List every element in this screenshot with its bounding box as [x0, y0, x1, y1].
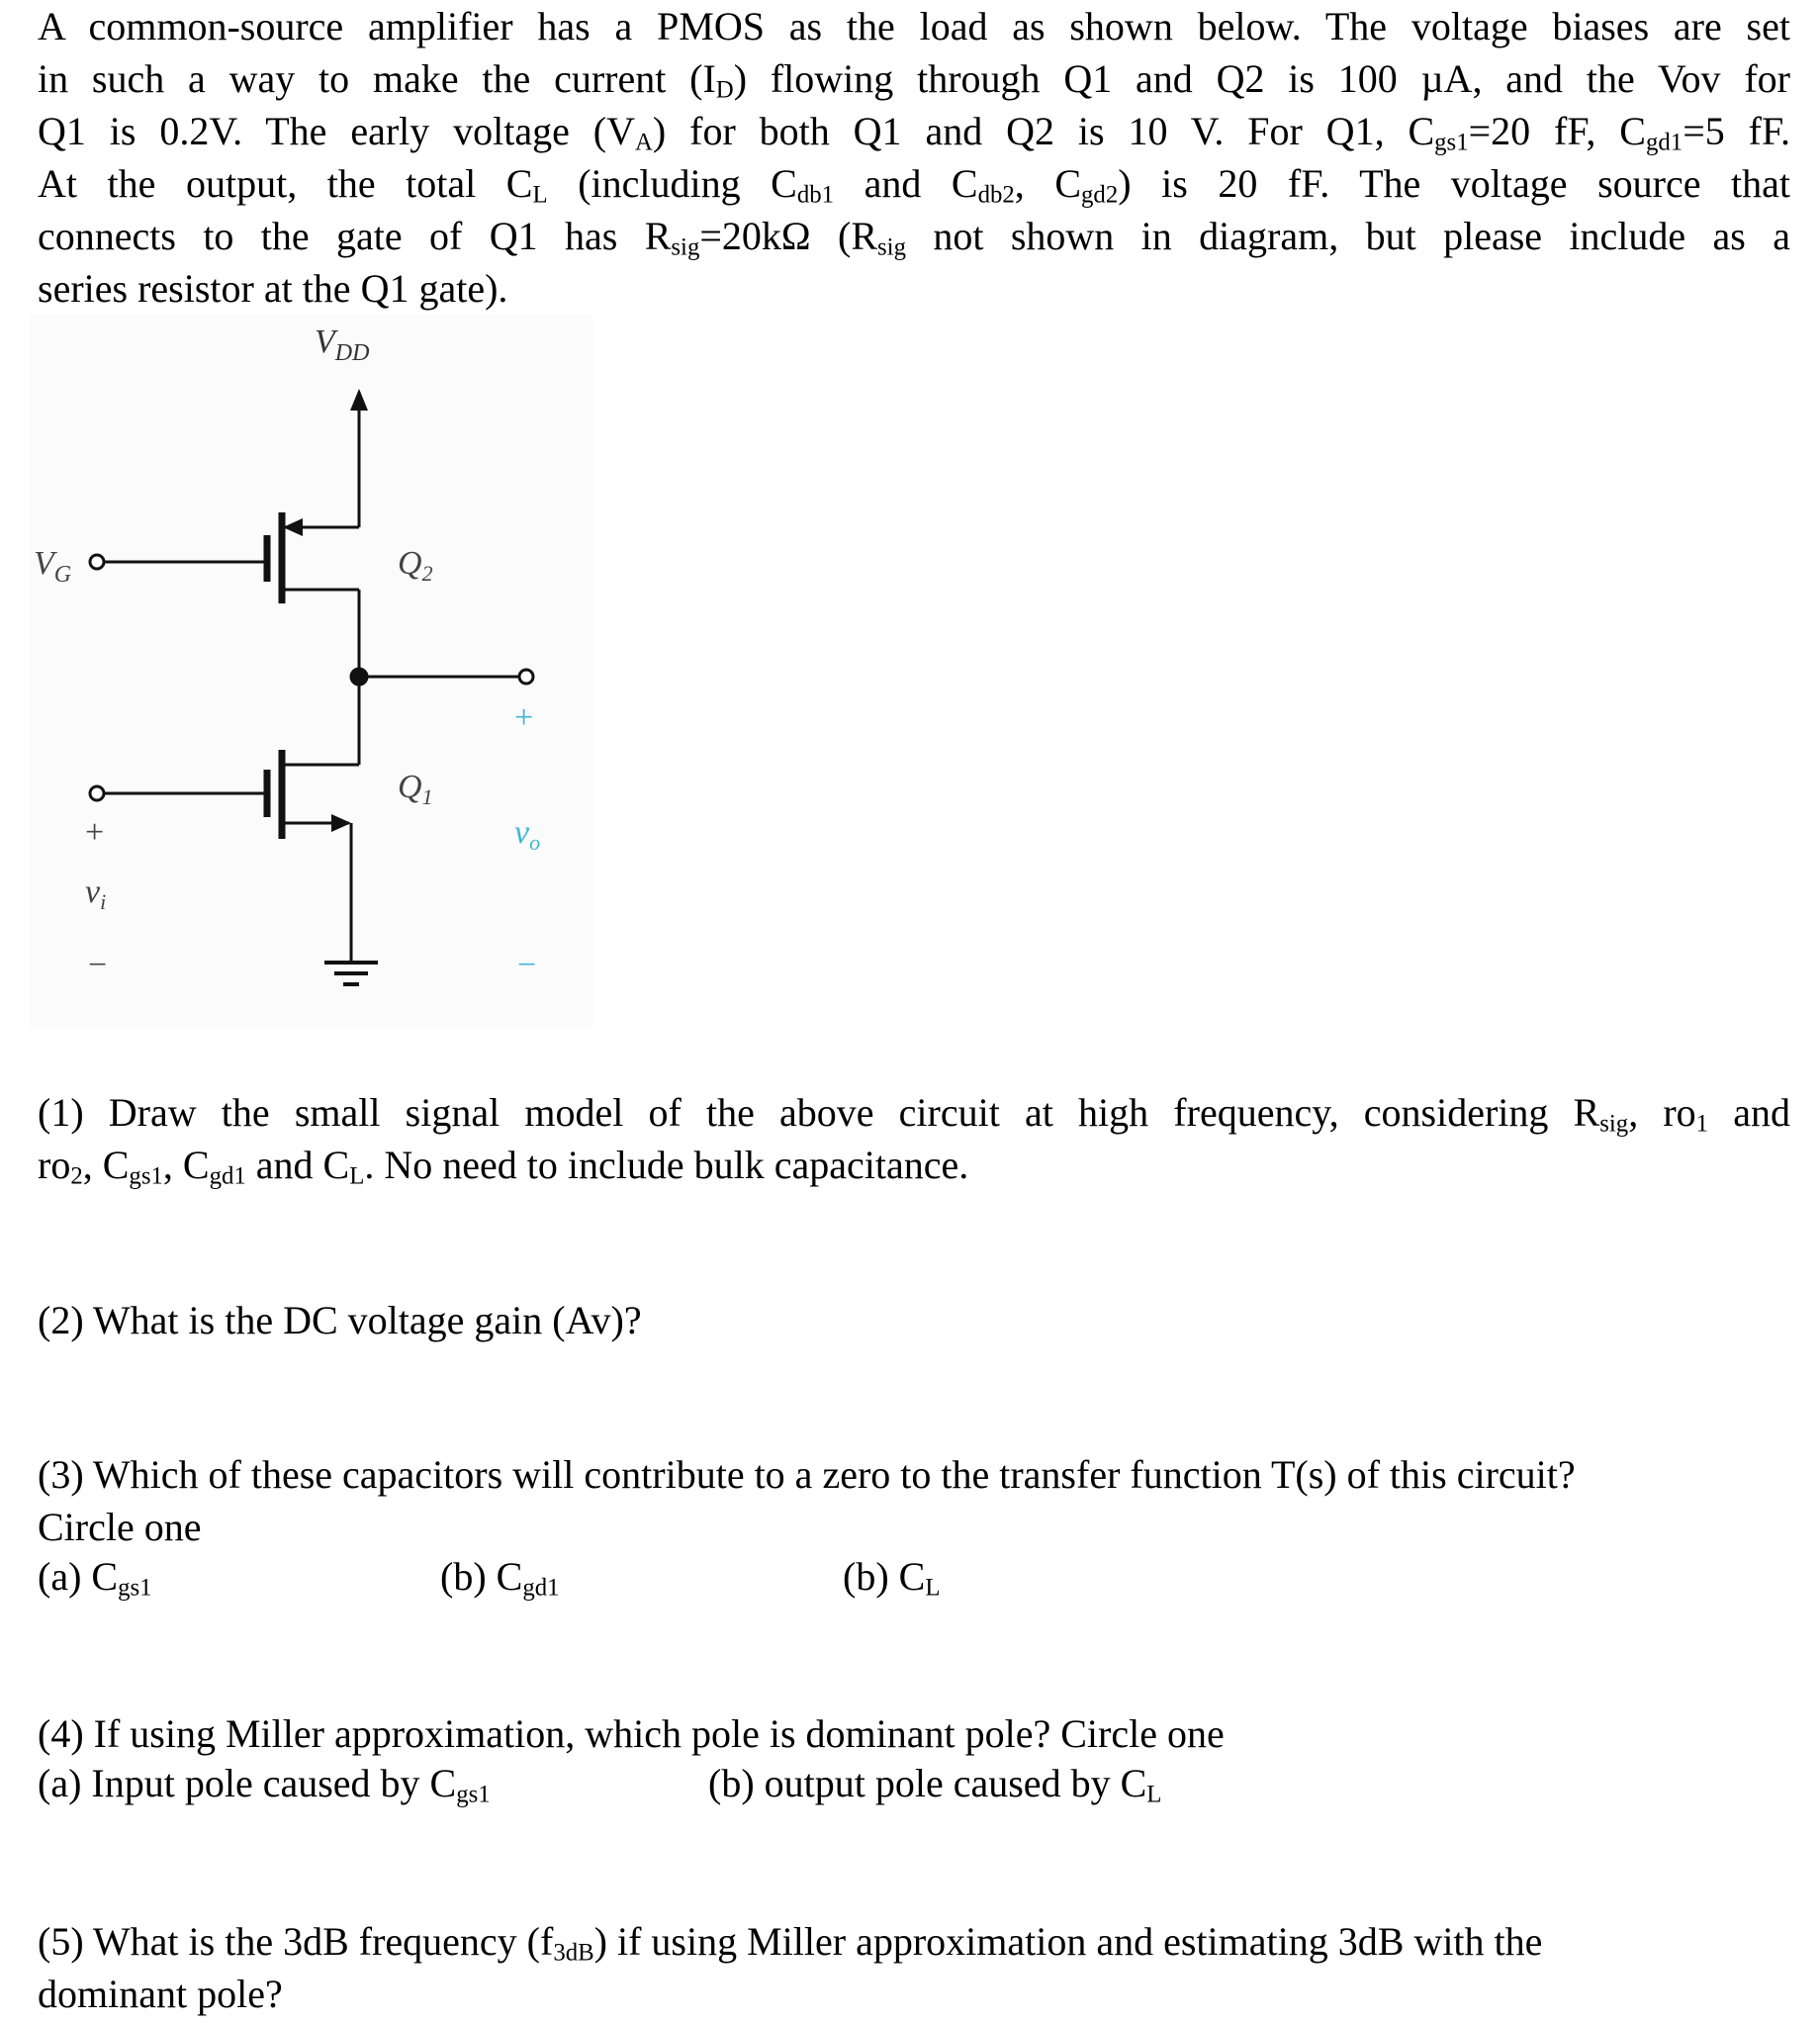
q3-option-a[interactable]: (a) $C_{gs1}$ — [38, 1554, 152, 1602]
question-1-line-1: (1) Draw the small signal model of the above circuit at high frequency, considering $R_{sig}$, $ro_1$ and — [38, 1090, 1790, 1138]
intro-line-4: At the output, the total $C_L$ (including $C_{db1}$ and $C_{db2}$, $C_{gd2}$) is 20 fF. The voltage source that — [38, 161, 1791, 209]
question-3-line-1: (3) Which of these capacitors will contribute to a zero to the transfer function T(s) of this circuit? — [38, 1452, 1576, 1497]
question-1-line-2: $ro_2$, $C_{gs1}$, $C_{gd1}$ and $C_L$. No need to include bulk capacitance. — [38, 1143, 969, 1190]
vo-terminal[interactable] — [519, 670, 533, 684]
question-5-line-2: dominant pole? — [38, 1972, 283, 2016]
q4-option-b[interactable]: (b) output pole caused by $C_L$ — [708, 1761, 1162, 1808]
intro-line-6: series resistor at the Q1 gate). — [38, 266, 508, 311]
q4-option-a[interactable]: (a) Input pole caused by $C_{gs1}$ — [38, 1761, 491, 1808]
intro-line-2: in such a way to make the current $(I_D)$ flowing through Q1 and Q2 is 100 µA, and the Vov for — [38, 56, 1790, 104]
vi-label: $v_i$ — [85, 874, 107, 914]
q3-option-c[interactable]: (b) $C_L$ — [843, 1554, 941, 1602]
vg-terminal[interactable] — [90, 555, 104, 569]
question-5 — [38, 1915, 1790, 2020]
vg-label: $V_G$ — [34, 545, 72, 588]
intro-line-5: connects to the gate of Q1 has $R_{sig}=20k\Omega$ ($R_{sig}$ not shown in diagram, but please include as a — [38, 214, 1790, 261]
diagram-background — [30, 315, 593, 1029]
problem-intro — [38, 0, 1790, 315]
q3-option-b[interactable]: (b) $C_{gd1}$ — [440, 1554, 560, 1602]
vo-plus-label: + — [514, 699, 534, 736]
question-4-line-1: (4) If using Miller approximation, which pole is dominant pole? Circle one — [38, 1711, 1225, 1756]
question-1 — [38, 1086, 1790, 1191]
q1-label: $Q_1$ — [398, 769, 433, 809]
vi-minus-label: − — [88, 947, 108, 983]
question-3 — [38, 1448, 1790, 1553]
vi-terminal[interactable] — [90, 786, 104, 800]
circuit-diagram — [30, 315, 623, 1047]
question-3-line-2: Circle one — [38, 1505, 202, 1549]
question-2: (2) What is the DC voltage gain (Av)? — [38, 1298, 642, 1342]
q2-label: $Q_2$ — [398, 545, 433, 586]
vo-label: $v_o$ — [514, 814, 541, 855]
intro-line-1: A common-source amplifier has a PMOS as the load as shown below. The voltage biases are set — [38, 4, 1790, 48]
intro-line-3: Q1 is 0.2V. The early voltage $(V_A)$ for both Q1 and Q2 is 10 V. For Q1, $C_{gs1}=20$ fF, $C_{gd1}=5$ fF. — [38, 109, 1790, 156]
question-5-line-1: (5) What is the 3dB frequency $(f_{3dB})$ if using Miller approximation and estimating 3dB with the — [38, 1919, 1543, 1967]
vo-minus-label: − — [517, 947, 537, 983]
vdd-label: $V_{DD}$ — [315, 323, 370, 366]
vi-plus-label: + — [85, 814, 105, 851]
question-4 — [38, 1707, 1790, 1760]
